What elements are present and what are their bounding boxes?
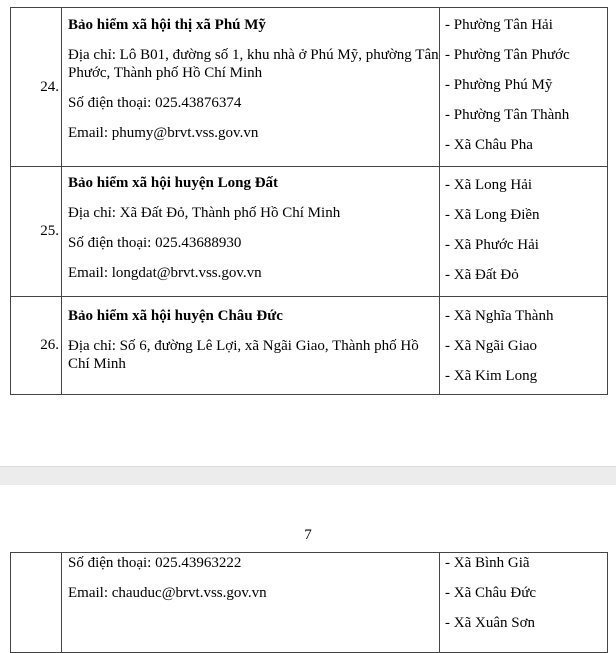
ward-list-cell [440, 297, 608, 395]
table-row [11, 553, 608, 653]
ward-item: - Phường Tân Hải [445, 17, 553, 33]
ward-item: - Xã Phước Hải [445, 237, 539, 253]
office-phone: Số điện thoại: 025.43963222 [68, 555, 242, 571]
ward-item: - Xã Nghĩa Thành [445, 308, 554, 324]
office-address: Địa chỉ: Số 6, đường Lê Lợi, xã Ngãi Giao, Thành phố Hồ Chí Minh [68, 338, 419, 372]
page-separator [0, 466, 616, 486]
ward-list-cell [440, 8, 608, 167]
office-email: Email: longdat@brvt.vss.gov.vn [68, 265, 262, 281]
ward-item: - Phường Phú Mỹ [445, 77, 553, 93]
row-number [11, 553, 62, 653]
office-table-continued [10, 552, 608, 653]
office-info-cell [62, 167, 440, 297]
ward-item: - Xã Kim Long [445, 368, 538, 384]
office-info-cell [62, 8, 440, 167]
ward-item: - Xã Xuân Sơn [445, 615, 535, 631]
ward-item: - Xã Long Hải [445, 177, 533, 193]
ward-item: - Phường Tân Thành [445, 107, 570, 123]
table-row [11, 8, 608, 167]
ward-item: - Xã Long Điền [445, 207, 540, 223]
office-address: Địa chỉ: Lô B01, đường số 1, khu nhà ở Phú Mỹ, phường Tân Phước, Thành phố Hồ Chí Minh [68, 47, 439, 81]
office-phone: Số điện thoại: 025.43688930 [68, 235, 242, 251]
office-title: Bảo hiểm xã hội thị xã Phú Mỹ [68, 17, 266, 33]
ward-list-cell [440, 553, 608, 653]
ward-item: - Xã Ngãi Giao [445, 338, 538, 354]
page-number: 7 [304, 527, 312, 543]
row-number: 24. [11, 8, 62, 167]
ward-item: - Xã Châu Đức [445, 585, 537, 601]
row-number: 25. [11, 167, 62, 297]
ward-item: - Xã Đất Đỏ [445, 267, 519, 283]
ward-item: - Xã Châu Pha [445, 137, 533, 153]
office-phone: Số điện thoại: 025.43876374 [68, 95, 242, 111]
table-row [11, 297, 608, 395]
office-email: Email: phumy@brvt.vss.gov.vn [68, 125, 259, 141]
ward-item: - Xã Bình Giã [445, 555, 530, 571]
office-title: Bảo hiểm xã hội huyện Long Đất [68, 175, 279, 191]
office-info-cell [62, 553, 440, 653]
office-table [10, 7, 608, 395]
document-page-7 [0, 485, 616, 649]
office-email: Email: chauduc@brvt.vss.gov.vn [68, 585, 267, 601]
office-address: Địa chỉ: Xã Đất Đỏ, Thành phố Hồ Chí Minh [68, 205, 341, 221]
table-row [11, 167, 608, 297]
ward-item: - Phường Tân Phước [445, 47, 570, 63]
row-number: 26. [11, 297, 62, 395]
ward-list-cell [440, 167, 608, 297]
office-title: Bảo hiểm xã hội huyện Châu Đức [68, 308, 283, 324]
office-info-cell [62, 297, 440, 395]
